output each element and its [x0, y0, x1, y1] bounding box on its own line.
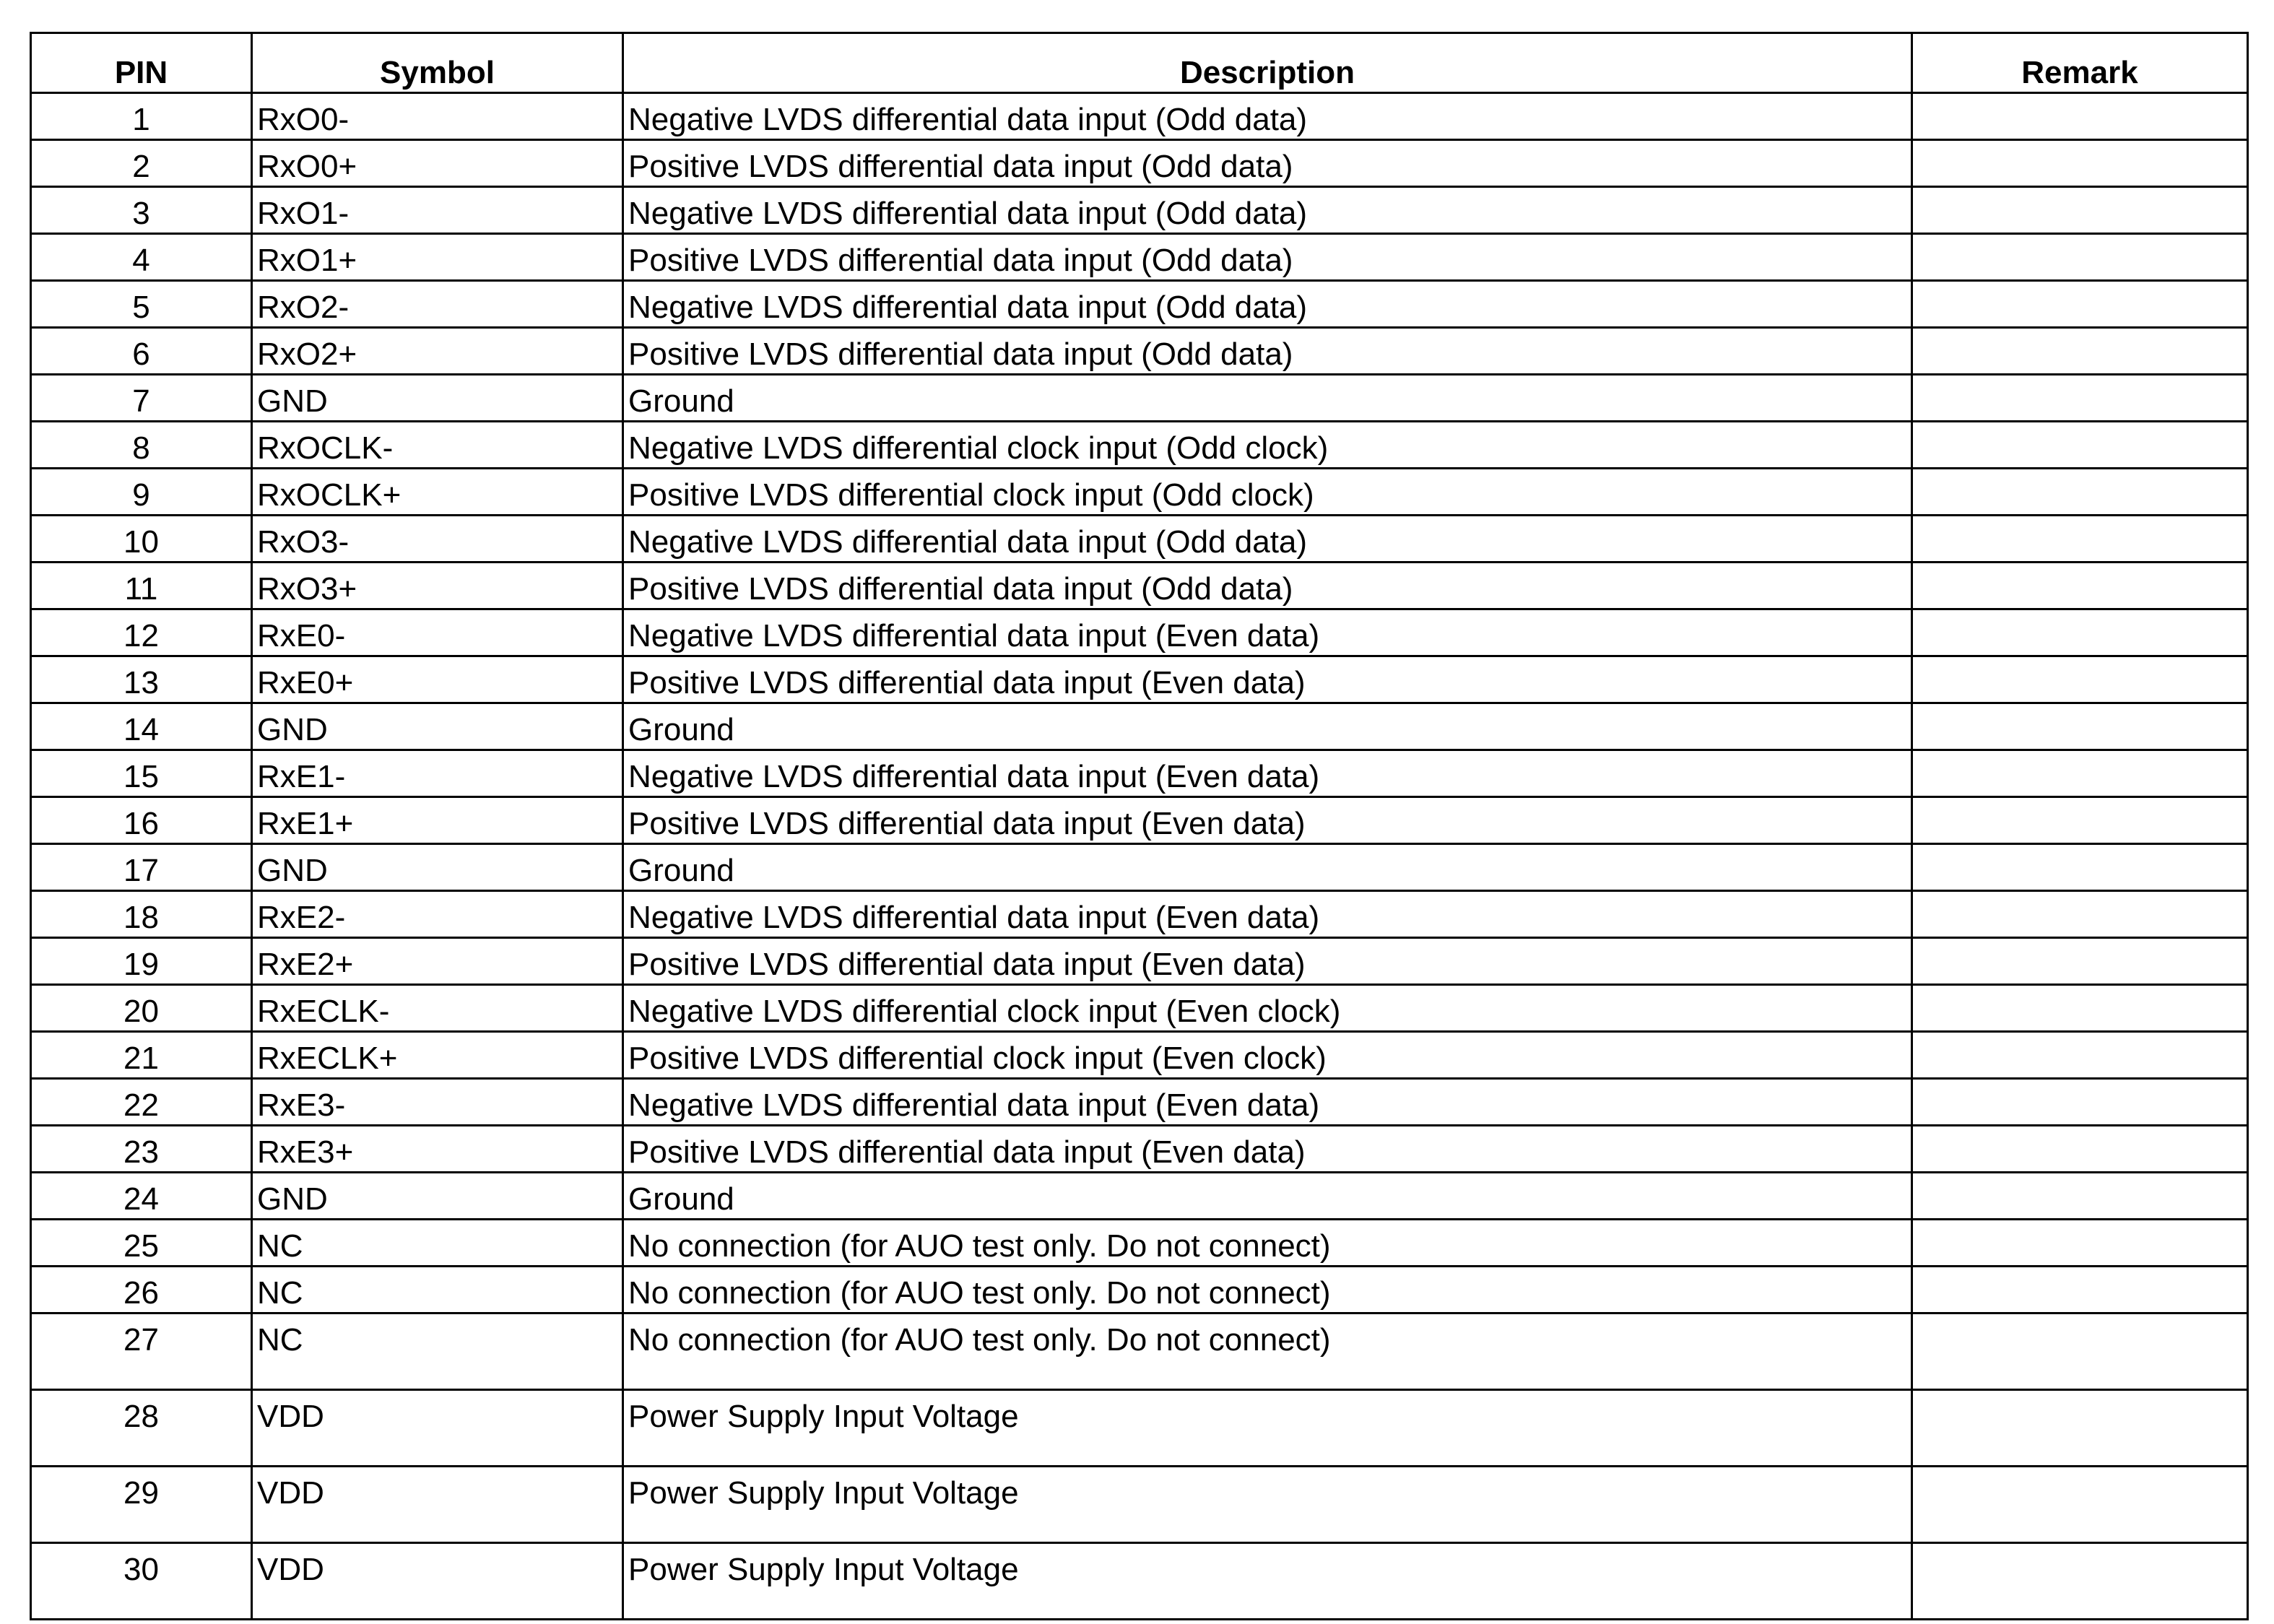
remark-cell — [1912, 985, 2248, 1032]
pin-cell: 21 — [31, 1032, 252, 1079]
description-cell: Power Supply Input Voltage — [623, 1390, 1912, 1467]
symbol-cell: RxO1- — [252, 187, 623, 234]
pin-cell: 6 — [31, 328, 252, 375]
table-row — [31, 1390, 2248, 1467]
symbol-cell: RxO3- — [252, 516, 623, 563]
remark-cell — [1912, 375, 2248, 422]
description-cell: Negative LVDS differential data input (Odd data) — [623, 187, 1912, 234]
remark-cell — [1912, 563, 2248, 609]
remark-cell — [1912, 1032, 2248, 1079]
description-cell: Negative LVDS differential data input (Even data) — [623, 750, 1912, 797]
pin-cell: 9 — [31, 469, 252, 516]
symbol-cell: NC — [252, 1313, 623, 1390]
pin-cell: 23 — [31, 1126, 252, 1173]
table-row — [31, 656, 2248, 703]
symbol-cell: RxE0- — [252, 609, 623, 656]
description-cell: Positive LVDS differential clock input (Even clock) — [623, 1032, 1912, 1079]
table-row — [31, 797, 2248, 844]
table-row — [31, 563, 2248, 609]
table-row — [31, 328, 2248, 375]
description-cell: Positive LVDS differential data input (Even data) — [623, 797, 1912, 844]
pin-cell: 14 — [31, 703, 252, 750]
pin-cell: 28 — [31, 1390, 252, 1467]
remark-cell — [1912, 750, 2248, 797]
pin-cell: 30 — [31, 1543, 252, 1620]
pin-cell: 5 — [31, 281, 252, 328]
pin-cell: 27 — [31, 1313, 252, 1390]
remark-cell — [1912, 938, 2248, 985]
remark-cell — [1912, 1173, 2248, 1220]
pin-cell: 16 — [31, 797, 252, 844]
table-row — [31, 985, 2248, 1032]
symbol-cell: VDD — [252, 1467, 623, 1543]
table-row — [31, 1267, 2248, 1313]
symbol-cell: NC — [252, 1220, 623, 1267]
remark-cell — [1912, 1220, 2248, 1267]
pin-cell: 29 — [31, 1467, 252, 1543]
pin-cell: 4 — [31, 234, 252, 281]
pin-cell: 20 — [31, 985, 252, 1032]
table-row — [31, 1079, 2248, 1126]
remark-cell — [1912, 656, 2248, 703]
pin-cell: 10 — [31, 516, 252, 563]
table-row — [31, 234, 2248, 281]
table-body — [31, 93, 2248, 1620]
description-cell: Negative LVDS differential data input (Even data) — [623, 891, 1912, 938]
symbol-cell: RxECLK- — [252, 985, 623, 1032]
description-cell: Power Supply Input Voltage — [623, 1467, 1912, 1543]
pin-cell: 25 — [31, 1220, 252, 1267]
symbol-cell: RxO2- — [252, 281, 623, 328]
table-row — [31, 375, 2248, 422]
table-row — [31, 1173, 2248, 1220]
table-row — [31, 938, 2248, 985]
description-cell: Positive LVDS differential data input (Odd data) — [623, 234, 1912, 281]
symbol-cell: RxECLK+ — [252, 1032, 623, 1079]
header-description: Description — [623, 33, 1912, 93]
remark-cell — [1912, 797, 2248, 844]
pin-cell: 19 — [31, 938, 252, 985]
remark-cell — [1912, 1126, 2248, 1173]
remark-cell — [1912, 1267, 2248, 1313]
pin-cell: 17 — [31, 844, 252, 891]
table-row — [31, 187, 2248, 234]
description-cell: Positive LVDS differential data input (Odd data) — [623, 328, 1912, 375]
description-cell: Positive LVDS differential data input (Odd data) — [623, 563, 1912, 609]
remark-cell — [1912, 328, 2248, 375]
header-remark: Remark — [1912, 33, 2248, 93]
table-row — [31, 469, 2248, 516]
pin-cell: 24 — [31, 1173, 252, 1220]
table-header-row — [31, 33, 2248, 93]
description-cell: Negative LVDS differential clock input (Even clock) — [623, 985, 1912, 1032]
pin-cell: 2 — [31, 140, 252, 187]
description-cell: No connection (for AUO test only. Do not connect) — [623, 1267, 1912, 1313]
pin-cell: 13 — [31, 656, 252, 703]
symbol-cell: GND — [252, 1173, 623, 1220]
description-cell: Positive LVDS differential data input (Odd data) — [623, 140, 1912, 187]
description-cell: Ground — [623, 1173, 1912, 1220]
symbol-cell: VDD — [252, 1390, 623, 1467]
pin-cell: 15 — [31, 750, 252, 797]
description-cell: Negative LVDS differential data input (Odd data) — [623, 93, 1912, 140]
table-row — [31, 1032, 2248, 1079]
table-row — [31, 93, 2248, 140]
pin-cell: 8 — [31, 422, 252, 469]
remark-cell — [1912, 609, 2248, 656]
table-row — [31, 703, 2248, 750]
remark-cell — [1912, 516, 2248, 563]
description-cell: Positive LVDS differential clock input (Odd clock) — [623, 469, 1912, 516]
table-row — [31, 140, 2248, 187]
description-cell: Negative LVDS differential data input (Even data) — [623, 609, 1912, 656]
pin-cell: 18 — [31, 891, 252, 938]
symbol-cell: RxE2+ — [252, 938, 623, 985]
description-cell: Negative LVDS differential data input (Odd data) — [623, 281, 1912, 328]
remark-cell — [1912, 1543, 2248, 1620]
table-row — [31, 891, 2248, 938]
table-row — [31, 750, 2248, 797]
symbol-cell: RxOCLK- — [252, 422, 623, 469]
remark-cell — [1912, 891, 2248, 938]
remark-cell — [1912, 703, 2248, 750]
symbol-cell: RxE2- — [252, 891, 623, 938]
pin-cell: 1 — [31, 93, 252, 140]
table-row — [31, 1313, 2248, 1390]
remark-cell — [1912, 422, 2248, 469]
table-row — [31, 1126, 2248, 1173]
remark-cell — [1912, 93, 2248, 140]
table-row — [31, 281, 2248, 328]
symbol-cell: GND — [252, 844, 623, 891]
pin-cell: 26 — [31, 1267, 252, 1313]
symbol-cell: RxE0+ — [252, 656, 623, 703]
pin-cell: 7 — [31, 375, 252, 422]
symbol-cell: RxE3+ — [252, 1126, 623, 1173]
pin-cell: 3 — [31, 187, 252, 234]
description-cell: Negative LVDS differential data input (Even data) — [623, 1079, 1912, 1126]
remark-cell — [1912, 1079, 2248, 1126]
remark-cell — [1912, 140, 2248, 187]
description-cell: Negative LVDS differential data input (Odd data) — [623, 516, 1912, 563]
remark-cell — [1912, 234, 2248, 281]
table-row — [31, 422, 2248, 469]
description-cell: Ground — [623, 703, 1912, 750]
pin-cell: 12 — [31, 609, 252, 656]
remark-cell — [1912, 1390, 2248, 1467]
symbol-cell: RxO2+ — [252, 328, 623, 375]
description-cell: Positive LVDS differential data input (Even data) — [623, 1126, 1912, 1173]
symbol-cell: RxO1+ — [252, 234, 623, 281]
description-cell: Ground — [623, 375, 1912, 422]
symbol-cell: RxO3+ — [252, 563, 623, 609]
pin-cell: 11 — [31, 563, 252, 609]
symbol-cell: RxO0+ — [252, 140, 623, 187]
table-row — [31, 844, 2248, 891]
symbol-cell: RxOCLK+ — [252, 469, 623, 516]
remark-cell — [1912, 281, 2248, 328]
remark-cell — [1912, 469, 2248, 516]
symbol-cell: GND — [252, 375, 623, 422]
symbol-cell: NC — [252, 1267, 623, 1313]
symbol-cell: GND — [252, 703, 623, 750]
description-cell: Negative LVDS differential clock input (Odd clock) — [623, 422, 1912, 469]
description-cell: No connection (for AUO test only. Do not connect) — [623, 1313, 1912, 1390]
description-cell: No connection (for AUO test only. Do not connect) — [623, 1220, 1912, 1267]
symbol-cell: RxE1- — [252, 750, 623, 797]
table-row — [31, 609, 2248, 656]
remark-cell — [1912, 844, 2248, 891]
symbol-cell: RxO0- — [252, 93, 623, 140]
table-row — [31, 1543, 2248, 1620]
table-row — [31, 1467, 2248, 1543]
symbol-cell: VDD — [252, 1543, 623, 1620]
remark-cell — [1912, 187, 2248, 234]
description-cell: Ground — [623, 844, 1912, 891]
description-cell: Positive LVDS differential data input (Even data) — [623, 656, 1912, 703]
symbol-cell: RxE3- — [252, 1079, 623, 1126]
remark-cell — [1912, 1467, 2248, 1543]
table-row — [31, 516, 2248, 563]
description-cell: Power Supply Input Voltage — [623, 1543, 1912, 1620]
pin-cell: 22 — [31, 1079, 252, 1126]
table-row — [31, 1220, 2248, 1267]
description-cell: Positive LVDS differential data input (Even data) — [623, 938, 1912, 985]
pin-assignment-table — [30, 32, 2249, 1620]
header-pin: PIN — [31, 33, 252, 93]
header-symbol: Symbol — [252, 33, 623, 93]
remark-cell — [1912, 1313, 2248, 1390]
symbol-cell: RxE1+ — [252, 797, 623, 844]
